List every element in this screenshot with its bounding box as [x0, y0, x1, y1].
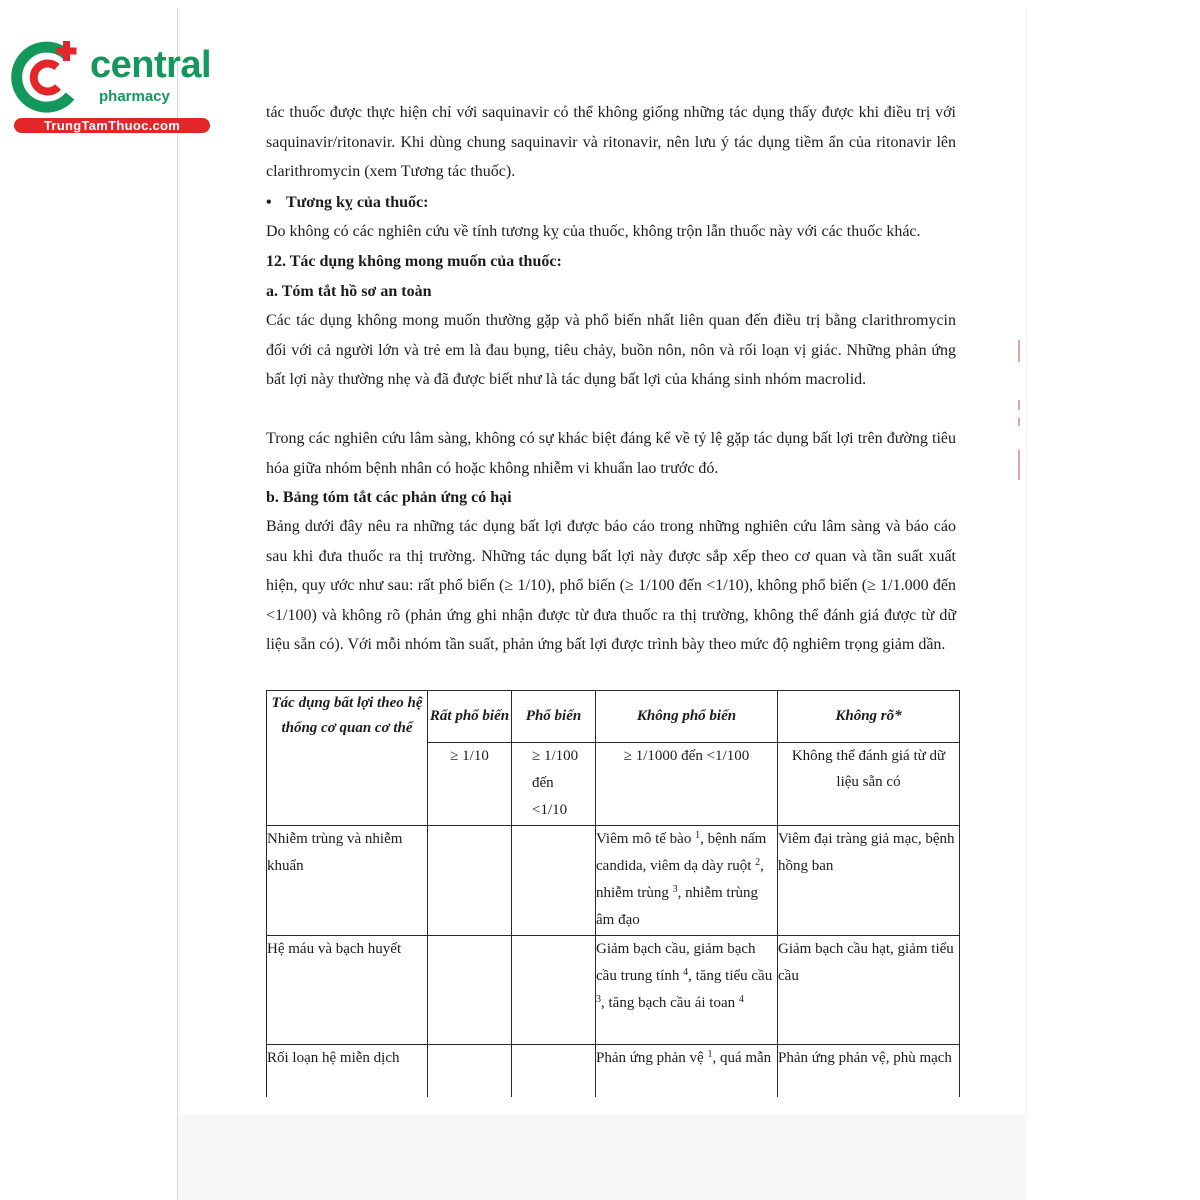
central-pharmacy-logo[interactable]: [10, 38, 215, 138]
row-infection-system: Nhiễm trùng và nhiễm khuẩn: [267, 826, 428, 936]
header-common: Phổ biến: [512, 691, 596, 743]
row-blood-u2-sup: 3: [596, 994, 601, 1005]
freq-common: [512, 743, 596, 826]
paragraph-saquinavir: tác thuốc được thực hiện chỉ với saquinavir có thể không giống những tác dụng thấy được khi điều trị với saquinavir/ritonavir. Khi dùng chung saquinavir và ritonavir, nên lưu ý tác dụng tiềm ẩn của ritonavir lên clarithromycin (xem Tương tác thuốc).: [266, 104, 956, 181]
row-immune-uncommon: [596, 1045, 778, 1097]
logo-brand-text: central: [90, 44, 212, 86]
row-blood-common: [512, 936, 596, 1045]
logo-site-ribbon: TrungTamThuoc.com: [14, 118, 210, 133]
row-blood-u1-sup: 4: [683, 967, 689, 978]
header-unknown: Không rõ*: [778, 691, 960, 743]
row-immune-u2: , quá mẫn: [712, 1050, 772, 1066]
freq-very-common: ≥ 1/10: [428, 743, 512, 826]
row-infection-u4: , nhiễm trùng âm đạo: [596, 885, 759, 928]
row-blood-system: Hệ máu và bạch huyết: [267, 936, 428, 1045]
row-immune-common: [512, 1045, 596, 1097]
page-bottom-margin: [177, 1115, 1026, 1200]
paragraph-clinical-studies: Trong các nghiên cứu lâm sàng, không có sự khác biệt đáng kể về tỷ lệ gặp tác dụng bất lợi trên đường tiêu hóa giữa nhóm bệnh nhân có hoặc không nhiễm vi khuẩn lao trước đó.: [266, 430, 956, 477]
row-immune-very-common: [428, 1045, 512, 1097]
logo-sub-text: pharmacy: [99, 88, 170, 105]
freq-common-line3: <1/10: [532, 802, 568, 818]
heading-compatibility: [266, 188, 428, 217]
scan-artifact-marks: [1016, 340, 1030, 480]
row-infection-u2-sup: 2: [755, 857, 761, 868]
row-blood-u2: , tăng tiểu cầu: [688, 968, 773, 984]
row-infection-very-common: [428, 826, 512, 936]
header-very-common: Rất phổ biến: [428, 691, 512, 743]
row-immune-u1-sup: 1: [707, 1049, 713, 1060]
heading-section-12: 12. Tác dụng không mong muốn của thuốc:: [266, 253, 562, 270]
row-blood-uncommon: [596, 936, 778, 1045]
row-immune-system: Rối loạn hệ miễn dịch: [267, 1045, 428, 1097]
header-uncommon: Không phổ biến: [596, 691, 778, 743]
row-infection-u3: , nhiễm trùng: [596, 858, 764, 901]
row-blood-very-common: [428, 936, 512, 1045]
row-blood-u3-sup: 4: [738, 994, 744, 1005]
row-immune-unknown: Phản ứng phản vệ, phù mạch: [778, 1045, 960, 1097]
freq-uncommon: ≥ 1/1000 đến <1/100: [596, 743, 778, 826]
paragraph-table-intro: Bảng dưới đây nêu ra những tác dụng bất lợi được báo cáo trong những nghiên cứu lâm sàng và báo cáo sau khi đưa thuốc ra thị trường. Những tác dụng bất lợi này được sắp xếp theo cơ quan và tần suất xuất hiện, quy ước như sau: rất phổ biến (≥ 1/10), phổ biến (≥ 1/100 đến <1/10), không phổ biến (≥ 1/1.000 đến <1/100) và không rõ (phản ứng ghi nhận được từ đưa thuốc ra thị trường, không thể đánh giá được từ dữ liệu sẵn có). Với mỗi nhóm tần suất, phản ứng bất lợi được trình bày theo mức độ nghiêm trọng giảm dần.: [266, 518, 956, 654]
header-system: Tác dụng bất lợi theo hệ thống cơ quan cơ thể: [267, 691, 428, 743]
freq-unknown: Không thể đánh giá từ dữ liệu sẵn có: [778, 743, 960, 826]
table-row: [267, 1045, 960, 1097]
table-row: [267, 826, 960, 936]
freq-common-line1: ≥ 1/100: [532, 748, 579, 764]
row-immune-u1: Phản ứng phản vệ: [596, 1050, 704, 1066]
bullet-icon: •: [266, 194, 272, 211]
adverse-reactions-table: [266, 690, 960, 1097]
paragraph-compatibility: Do không có các nghiên cứu về tính tương kỵ của thuốc, không trộn lẫn thuốc này với các thuốc khác.: [266, 223, 921, 240]
row-infection-unknown: Viêm đại tràng giả mạc, bệnh hồng ban: [778, 826, 960, 936]
row-infection-u1: Viêm mô tế bào: [596, 831, 692, 847]
freq-system-empty: [267, 743, 428, 826]
row-blood-u3: , tăng bạch cầu ái toan: [601, 995, 736, 1011]
row-infection-common: [512, 826, 596, 936]
heading-safety-summary: a. Tóm tắt hồ sơ an toàn: [266, 283, 432, 300]
freq-common-line2: đến: [532, 775, 554, 791]
row-blood-u1: Giảm bạch cầu, giảm bạch cầu trung tính: [596, 941, 756, 984]
table-header-row: [267, 691, 960, 743]
table-frequency-row: [267, 743, 960, 826]
row-infection-u1-sup: 1: [695, 830, 701, 841]
table-row: [267, 936, 960, 1045]
heading-adverse-table: b. Bảng tóm tắt các phản ứng có hại: [266, 489, 512, 506]
paragraph-safety-summary: Các tác dụng không mong muốn thường gặp và phổ biến nhất liên quan đến điều trị bằng clarithromycin đối với cả người lớn và trẻ em là đau bụng, tiêu chảy, buồn nôn, nôn và rối loạn vị giác. Những phản ứng bất lợi này thường nhẹ và đã được biết như là tác dụng bất lợi của kháng sinh nhóm macrolid.: [266, 312, 956, 389]
heading-compatibility-text: Tương kỵ của thuốc:: [286, 194, 429, 211]
row-blood-unknown: Giảm bạch cầu hạt, giảm tiểu cầu: [778, 936, 960, 1045]
row-infection-u3-sup: 3: [672, 884, 678, 895]
row-infection-uncommon: [596, 826, 778, 936]
logo-c-plus-icon: [10, 38, 90, 114]
row-infection-u2: , bệnh nấm candida, viêm dạ dày ruột: [596, 831, 767, 874]
